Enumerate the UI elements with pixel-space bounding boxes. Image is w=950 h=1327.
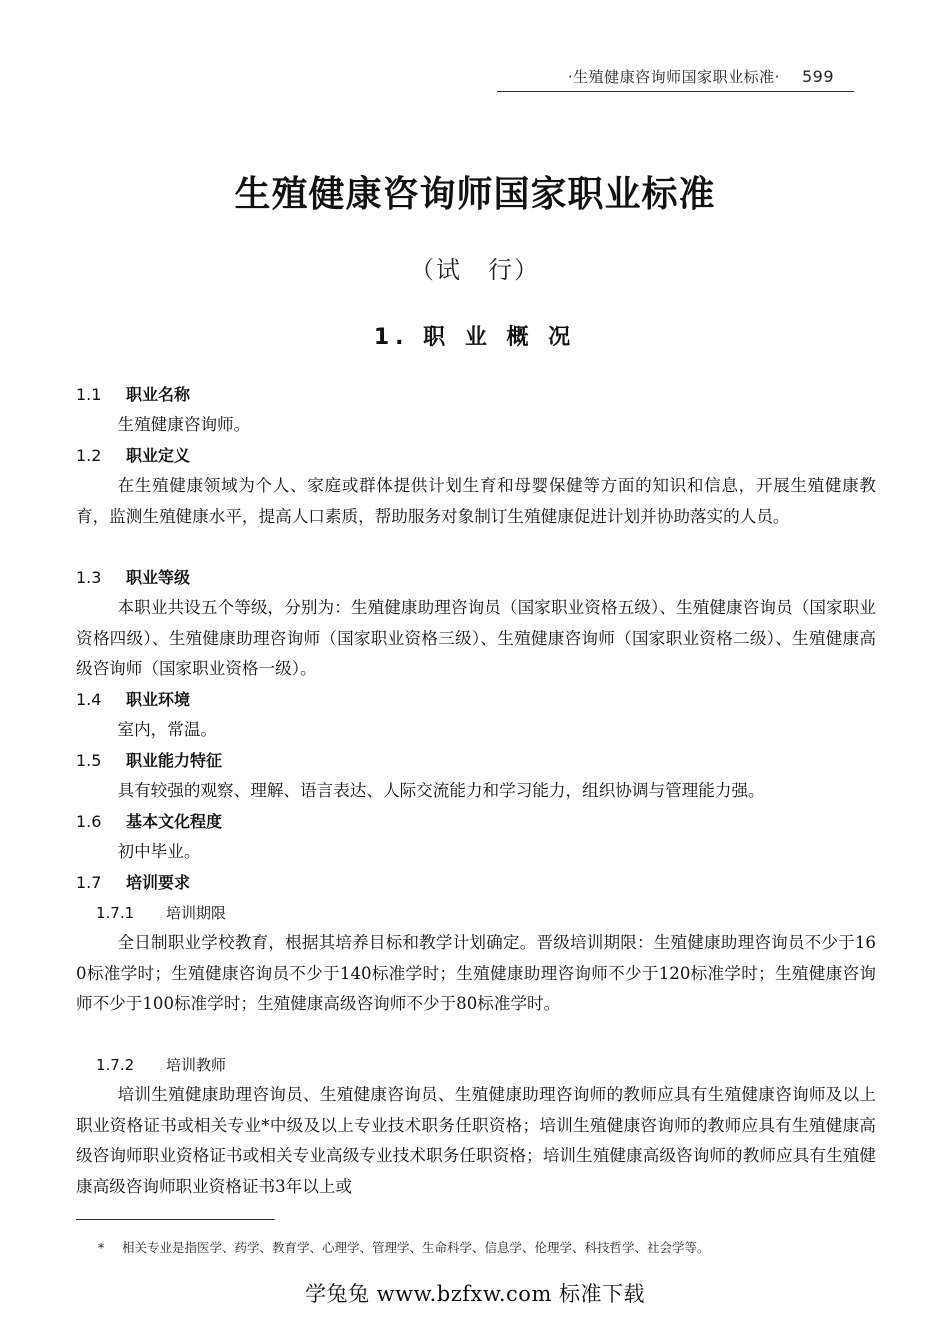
header-rule	[497, 91, 854, 92]
section-heading-1-3	[76, 563, 876, 593]
paragraph-1-7-1: 全日制职业学校教育，根据其培养目标和教学计划确定。晋级培训期限：生殖健康助理咨询员不少于160标准学时；生殖健康咨询员不少于140标准学时；生殖健康助理咨询师不少于120标准学时；生殖健康咨询师不少于100标准学时；生殖健康高级咨询师不少于80标准学时。	[76, 933, 876, 1013]
paragraph-1-2: 在生殖健康领域为个人、家庭或群体提供计划生育和母婴保健等方面的知识和信息，开展生殖健康教育，监测生殖健康水平，提高人口素质，帮助服务对象制订生殖健康促进计划并协助落实的人员。	[76, 476, 876, 526]
subsection-heading-1-7-1	[96, 898, 876, 928]
subsection-heading-1-7-2	[96, 1050, 876, 1080]
section-title: 职业环境	[126, 690, 191, 709]
section-heading-1-7	[76, 868, 876, 898]
section-title: 职业能力特征	[126, 751, 223, 770]
section-number: 1.3	[76, 568, 102, 587]
paragraph-1-1: 生殖健康咨询师。	[117, 415, 251, 434]
footnote	[98, 1239, 868, 1257]
section-title: 基本文化程度	[126, 812, 223, 831]
subsection-number: 1.7.1	[96, 904, 135, 922]
footnote-rule	[76, 1219, 275, 1220]
subsection-title: 培训教师	[166, 1056, 227, 1074]
subsection-number: 1.7.2	[96, 1056, 135, 1074]
section-title: 职业名称	[126, 385, 191, 404]
section-number: 1.7	[76, 873, 102, 892]
section-title: 职业定义	[126, 446, 191, 465]
paragraph-1-5: 具有较强的观察、理解、语言表达、人际交流能力和学习能力，组织协调与管理能力强。	[117, 781, 765, 800]
paragraph-1-4: 室内，常温。	[117, 720, 218, 739]
section-heading-1-2	[76, 441, 876, 471]
section-number: 1.2	[76, 446, 102, 465]
section-title: 培训要求	[126, 873, 191, 892]
section-number: 1.1	[76, 385, 102, 404]
paragraph-1-6: 初中毕业。	[117, 842, 201, 861]
page-subtitle: （试 行）	[410, 256, 540, 284]
paragraph-1-7-2: 培训生殖健康助理咨询员、生殖健康咨询员、生殖健康助理咨询师的教师应具有生殖健康咨询师及以上职业资格证书或相关专业*中级及以上专业技术职务任职资格；培训生殖健康咨询师的教师应具有生殖健康高级咨询师职业资格证书或相关专业高级专业技术职务任职资格；培训生殖健康高级咨询师的教师应具有生殖健康高级咨询师职业资格证书3年以上或	[76, 1085, 876, 1196]
subsection-title: 培训期限	[166, 904, 227, 922]
section-number: 1.6	[76, 812, 102, 831]
section-heading-1-6	[76, 807, 876, 837]
section-title: 职业等级	[126, 568, 191, 587]
section-number: 1.5	[76, 751, 102, 770]
page-number: 599	[801, 67, 834, 86]
paragraph-1-3: 本职业共设五个等级，分别为：生殖健康助理咨询员（国家职业资格五级）、生殖健康咨询员（国家职业资格四级）、生殖健康助理咨询师（国家职业资格三级）、生殖健康咨询师（国家职业资格二级）、生殖健康高级咨询师（国家职业资格一级）。	[76, 598, 876, 678]
chapter-heading: 1. 职 业 概 况	[373, 325, 577, 350]
section-heading-1-4	[76, 685, 876, 715]
footnote-mark: *	[98, 1240, 105, 1255]
footnote-text: 相关专业是指医学、药学、教育学、心理学、管理学、生命科学、信息学、伦理学、科技哲学、社会学等。	[122, 1240, 710, 1255]
section-heading-1-1	[76, 380, 876, 410]
page-title: 生殖健康咨询师国家职业标准	[234, 173, 716, 215]
watermark: 学兔兔 www.bzfxw.com 标准下载	[304, 1282, 646, 1306]
running-title: ·生殖健康咨询师国家职业标准·	[567, 68, 780, 86]
running-header	[500, 66, 834, 87]
section-number: 1.4	[76, 690, 102, 709]
section-heading-1-5	[76, 746, 876, 776]
